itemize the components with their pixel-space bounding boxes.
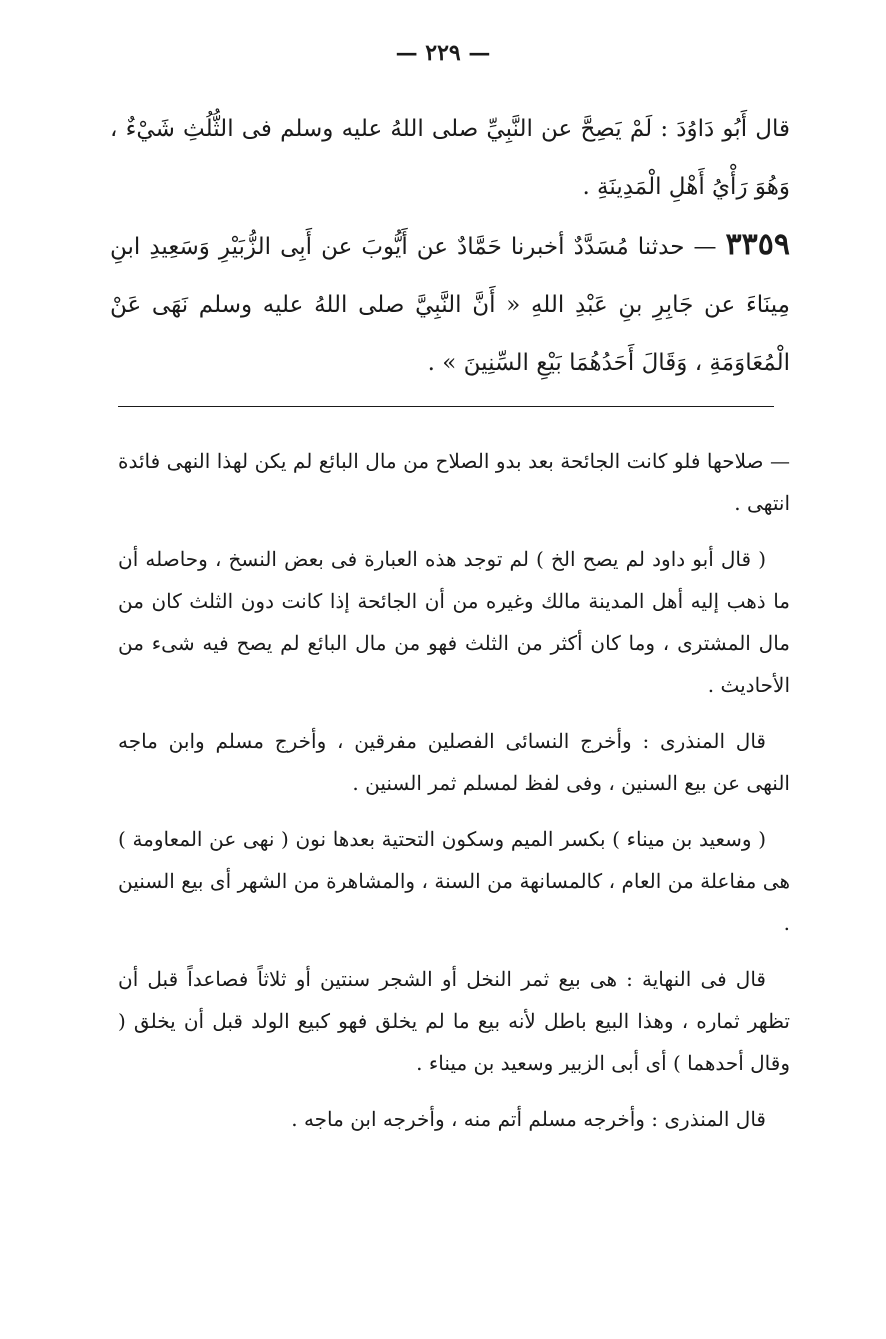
hadith-text: — حدثنا مُسَدَّدٌ أخبرنا حَمَّادٌ عن أَيُّوبَ عن أَبِى الزُّبَيْرِ وَسَعِيدِ ابنِ مِينَاءَ عن جَابِرِ بنِ عَبْدِ اللهِ « أَنَّ النَّبِيَّ صلى اللهُ عليه وسلم نَهَى عَنْ الْمُعَاوَمَةِ ، وَقَالَ أَحَدُهُمَا بَيْعِ السِّنِينَ » . — [110, 234, 790, 376]
main-text — [110, 100, 790, 392]
page-number: — ٢٢٩ — — [395, 40, 491, 66]
commentary-paragraph: قال المنذرى : وأخرج النسائى الفصلين مفرقين ، وأخرج مسلم وابن ماجه النهى عن بيع السنين ، وفى لفظ لمسلم ثمر السنين . — [118, 729, 790, 795]
hadith-number: ٣٣٥٩ — [725, 227, 790, 262]
commentary-paragraph: ( قال أبو داود لم يصح الخ ) لم توجد هذه العبارة فى بعض النسخ ، وحاصله أن ما ذهب إليه أهل المدينة مالك وغيره من أن الجائحة إذا كانت دون الثلث كان من مال المشترى ، وما كان أكثر من الثلث فهو من مال البائع لم يصح فيه شىء من الأحاديث . — [118, 547, 791, 697]
section-divider — [118, 406, 774, 407]
commentary-section — [118, 440, 790, 1154]
commentary-paragraph: — صلاحها فلو كانت الجائحة بعد بدو الصلاح من مال البائع لم يكن لهذا النهى فائدة انتهى . — [118, 449, 790, 515]
commentary-paragraph: ( وسعيد بن ميناء ) بكسر الميم وسكون التحتية بعدها نون ( نهى عن المعاومة ) هى مفاعلة من العام ، كالمسانهة من السنة ، والمشاهرة من الشهر أى بيع السنين . — [118, 827, 790, 935]
abu-dawud-remark: قال أَبُو دَاوُدَ : لَمْ يَصِحَّ عن النَّبِيِّ صلى اللهُ عليه وسلم فى الثُّلُثِ شَيْءٌ ، وَهُوَ رَأْيُ أَهْلِ الْمَدِينَةِ . — [110, 116, 790, 200]
commentary-paragraph: قال فى النهاية : هى بيع ثمر النخل أو الشجر سنتين أو ثلاثاً فصاعداً قبل أن تظهر ثماره ، وهذا البيع باطل لأنه بيع ما لم يخلق فهو كبيع الولد قبل أن يخلق ( وقال أحدهما ) أى أبى الزبير وسعيد بن ميناء . — [118, 967, 790, 1075]
commentary-paragraph: قال المنذرى : وأخرجه مسلم أتم منه ، وأخرجه ابن ماجه . — [291, 1107, 766, 1131]
hadith-paragraph — [110, 216, 790, 392]
